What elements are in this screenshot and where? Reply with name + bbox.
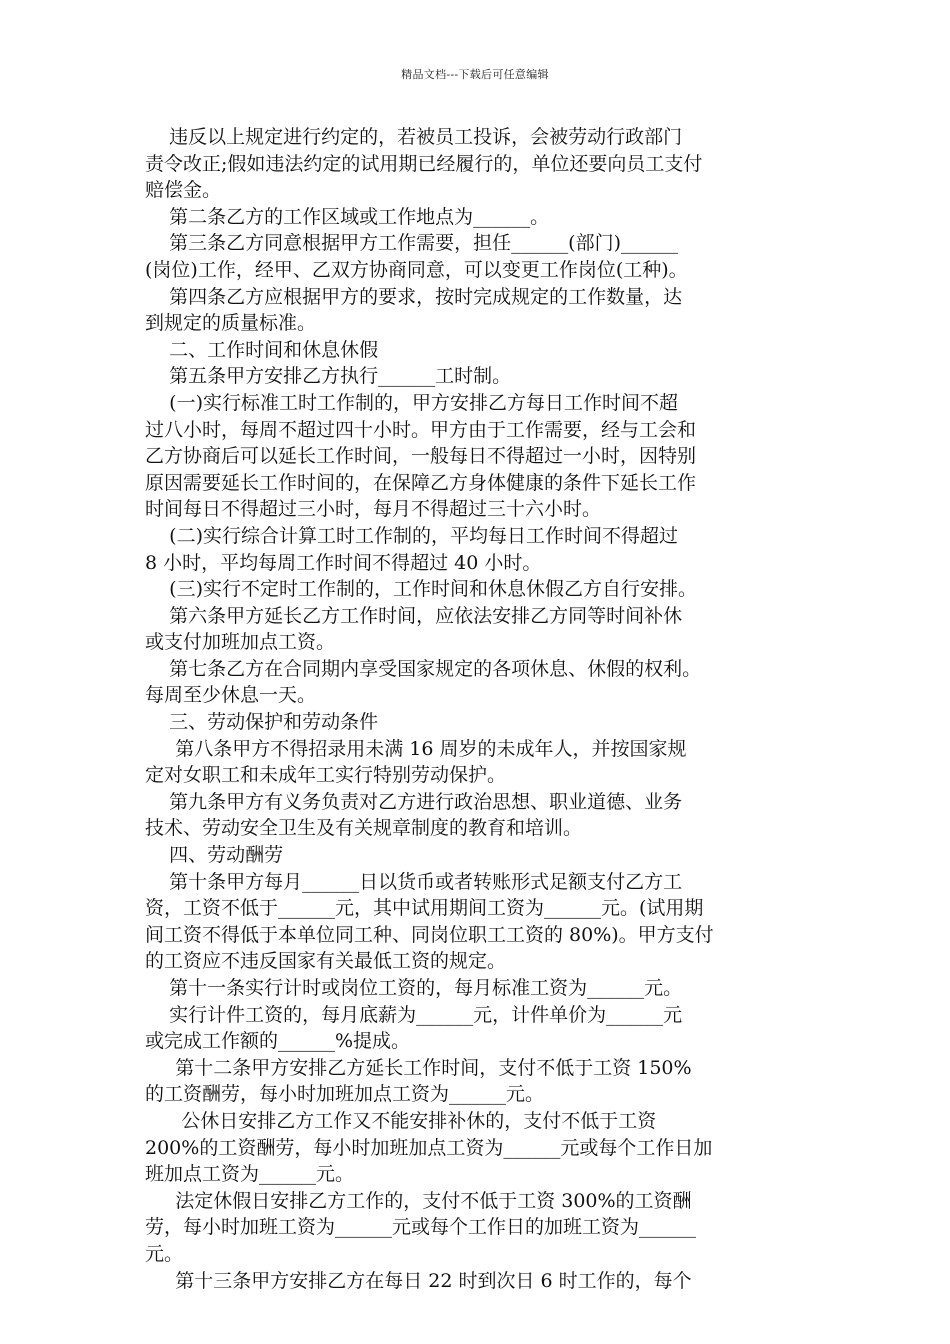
document-line: 班加点工资为______元。 xyxy=(145,1163,355,1186)
document-line: 第五条甲方安排乙方执行______工时制。 xyxy=(145,365,512,388)
document-line: 或支付加班加点工资。 xyxy=(145,631,336,654)
document-line: 第十二条甲方安排乙方延长工作时间，支付不低于工资 150% xyxy=(145,1056,692,1079)
document-line: 责令改正;假如违法约定的试用期已经履行的，单位还要向员工支付 xyxy=(145,152,703,175)
document-line: 元。 xyxy=(145,1242,184,1265)
document-line: 8 小时，平均每周工作时间不得超过 40 小时。 xyxy=(145,551,542,574)
document-line: 技术、劳动安全卫生及有关规章制度的教育和培训。 xyxy=(145,817,583,840)
page-header: 精品文档---下载后可任意编辑 xyxy=(401,68,549,81)
document-line: (岗位)工作，经甲、乙双方协商同意，可以变更工作岗位(工种)。 xyxy=(145,258,688,281)
document-line: 乙方协商后可以延长工作时间，一般每日不得超过一小时，因特别 xyxy=(145,445,697,468)
document-line: 四、劳动酬劳 xyxy=(145,844,284,867)
document-line: 公休日安排乙方工作又不能安排补休的，支付不低于工资 xyxy=(145,1109,657,1132)
document-line: 时间每日不得超过三小时，每月不得超过三十六小时。 xyxy=(145,498,602,521)
document-line: 或完成工作额的______%提成。 xyxy=(145,1030,411,1053)
document-line: 的工资应不违反国家有关最低工资的规定。 xyxy=(145,950,507,973)
document-line: 每周至少休息一天。 xyxy=(145,684,317,707)
document-line: 三、劳动保护和劳动条件 xyxy=(145,711,379,734)
document-line: 到规定的质量标准。 xyxy=(145,312,317,335)
document-line: 第四条乙方应根据甲方的要求，按时完成规定的工作数量，达 xyxy=(145,285,683,308)
document-line: 法定休假日安排乙方工作的，支付不低于工资 300%的工资酬 xyxy=(145,1189,692,1212)
document-line: 第三条乙方同意根据甲方工作需要，担任______(部门)______ xyxy=(145,232,678,255)
document-body xyxy=(145,124,813,1294)
document-line: (三)实行不定时工作制的，工作时间和休息休假乙方自行安排。 xyxy=(145,578,697,601)
document-line: 资，工资不低于______元，其中试用期间工资为______元。(试用期 xyxy=(145,897,704,920)
document-line: 第二条乙方的工作区域或工作地点为______。 xyxy=(145,205,550,228)
document-line: 第七条乙方在合同期内享受国家规定的各项休息、休假的权利。 xyxy=(145,657,702,680)
document-line: 二、工作时间和休息休假 xyxy=(145,338,379,361)
document-line: 第十一条实行计时或岗位工资的，每月标准工资为______元。 xyxy=(145,977,683,999)
document-line: 间工资不得低于本单位同工种、同岗位职工工资的 80%)。甲方支付 xyxy=(145,923,714,946)
document-line: (二)实行综合计算工时工作制的，平均每日工作时间不得超过 xyxy=(145,524,678,547)
document-line: 实行计件工资的，每月底薪为______元，计件单价为______元 xyxy=(145,1003,683,1026)
document-line: 定对女职工和未成年工实行特别劳动保护。 xyxy=(145,764,507,787)
document-line: 违反以上规定进行约定的，若被员工投诉，会被劳动行政部门 xyxy=(145,126,683,148)
document-line: 劳，每小时加班工资为______元或每个工作日的加班工资为______ xyxy=(145,1216,697,1239)
document-line: 第六条甲方延长乙方工作时间，应依法安排乙方同等时间补休 xyxy=(145,604,683,627)
document-line: 的工资酬劳，每小时加班加点工资为______元。 xyxy=(145,1083,545,1106)
document-line: 第九条甲方有义务负责对乙方进行政治思想、职业道德、业务 xyxy=(145,790,683,813)
document-line: 200%的工资酬劳，每小时加班加点工资为______元或每个工作日加 xyxy=(145,1136,713,1159)
document-line: 第十条甲方每月______日以货币或者转账形式足额支付乙方工 xyxy=(145,870,683,893)
document-line: 原因需要延长工作时间的，在保障乙方身体健康的条件下延长工作 xyxy=(145,471,697,494)
document-line: 第十三条甲方安排乙方在每日 22 时到次日 6 时工作的，每个 xyxy=(145,1269,692,1292)
document-line: 第八条甲方不得招录用未满 16 周岁的未成年人，并按国家规 xyxy=(145,737,687,760)
document-line: 赔偿金。 xyxy=(145,179,222,202)
document-line: 过八小时，每周不超过四十小时。甲方由于工作需要，经与工会和 xyxy=(145,418,697,441)
document-line: (一)实行标准工时工作制的，甲方安排乙方每日工作时间不超 xyxy=(145,391,678,414)
